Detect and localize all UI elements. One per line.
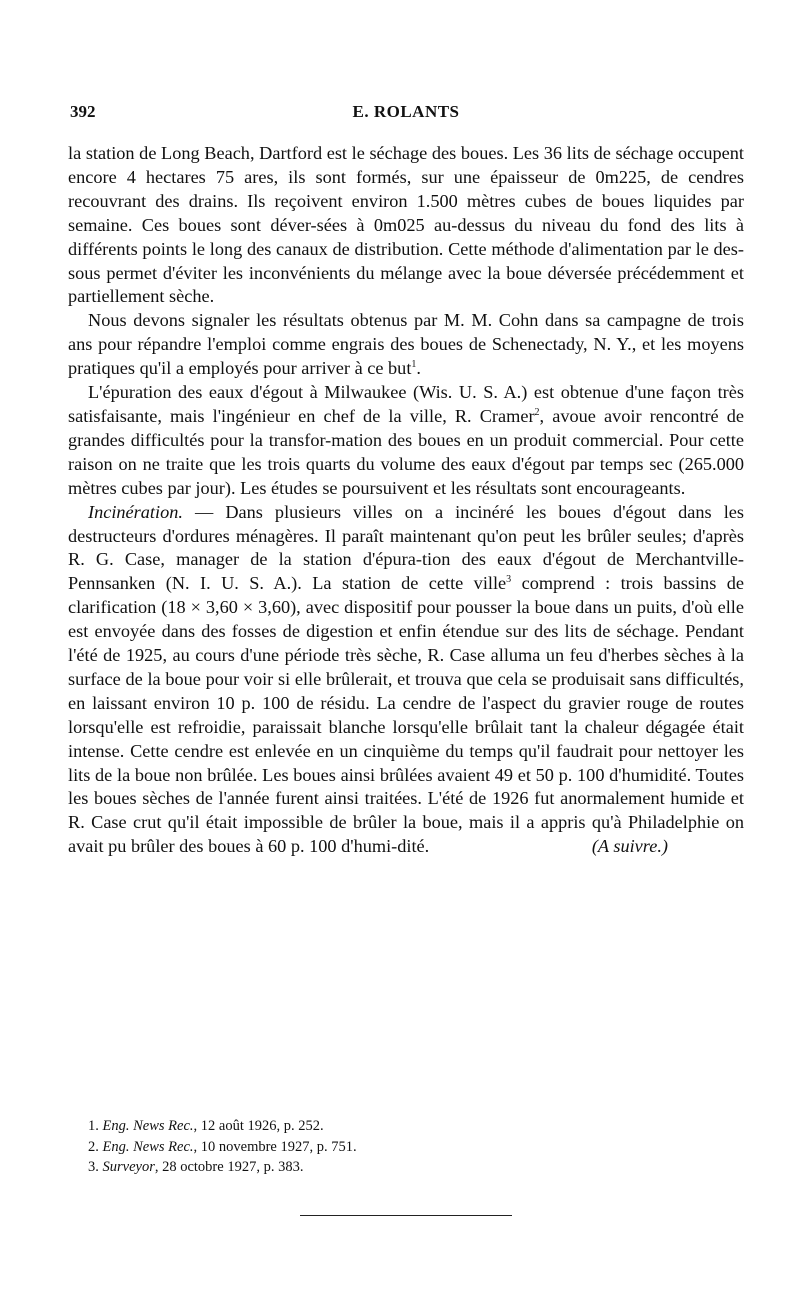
paragraph-text: L'épuration des eaux d'égout à Milwaukee (Wis. U. S. A.) est obtenue d'une façon très satisfaisante, mais l'ingénieur en chef de la ville, R. Cramer xyxy=(68,382,744,426)
page-end-rule xyxy=(300,1215,512,1216)
paragraph-text: comprend : trois bassins de clarification (18 × 3,60 × 3,60), avec dispositif pour pousser la boue dans un puits, d'où elle est envoyée dans des fosses de digestion et enfin étendue sur des lits de séchage. Pendant l'été de 1925, au cours d'une période très sèche, R. Case alluma un feu d'herbes sèches à la surface de la boue pour voir si elle brûlerait, et trouva que cela se produisait sans difficultés, en laissant environ 10 p. 100 de résidu. La cendre de l'aspect du gravier rouge de routes lorsqu'elle est refroidie, paraissait blanche lorsqu'elle brûlait tant la chaleur dégagée était intense. Cette cendre est enlevée en un cinquième du temps qu'il faudrait pour nettoyer les lits de la boue non brûlée. Les boues ainsi brûlées avaient 49 et 50 p. 100 d'humidité. Toutes les boues sèches de l'année furent ainsi traitées. L'été de 1926 fut anormalement humide et R. Case crut qu'il était impossible de brûler la boue, mais il a appris qu'à Philadelphie on avait pu brûler des boues à 60 p. 100 d'humi-dité. xyxy=(68,573,744,857)
footnote xyxy=(88,1137,708,1158)
body-text xyxy=(68,142,744,859)
page-header xyxy=(70,102,742,126)
paragraph-text: Nous devons signaler les résultats obtenus par M. M. Cohn dans sa campagne de trois ans pour répandre l'emploi comme engrais des boues de Schenectady, N. Y., et les moyens pratiques qu'il a employés pour arriver à ce but xyxy=(68,310,744,379)
footnote-detail: , 12 août 1926, p. 252. xyxy=(193,1118,324,1134)
footnote-number: 3. xyxy=(88,1159,99,1175)
footnote-ref: 1 xyxy=(411,359,417,371)
continued-note: (A suivre.) xyxy=(591,836,668,857)
paragraph-text: la station de Long Beach, Dartford est le séchage des boues. Les 36 lits de séchage occupent encore 4 hectares 75 ares, ils sont formés, sur une épaisseur de 0m225, de cendres recouvrant des drains. Ils reçoivent environ 1.500 mètres cubes de boues liquides par semaine. Ces boues sont déver-sées à 0m025 au-dessus du niveau du fond des lits à différents points le long des canaux de distribution. Cette méthode d'alimentation par le des-sous permet d'éviter les inconvénients du mélange avec la boue déversée précédemment et partiellement sèche. xyxy=(68,143,744,307)
footnote-number: 2. xyxy=(88,1138,99,1155)
footnote-detail: , 10 novembre 1927, p. 751. xyxy=(193,1138,357,1155)
footnote xyxy=(88,1157,708,1178)
footnote-journal: Surveyor xyxy=(102,1159,155,1175)
footnote-ref: 2 xyxy=(534,406,540,418)
paragraph-text: . xyxy=(416,358,421,379)
footnote-detail: , 28 octobre 1927, p. 383. xyxy=(154,1159,304,1175)
paragraph-text: — Dans plusieurs villes on a incinéré les boues d'égout dans les destructeurs d'ordures ménagères. Il paraît maintenant qu'on peut les brûler seules; d'après R. G. Case, manager de la station d'épura-tion des eaux d'égout de Merchantville-Pennsanken (N. I. U. S. A.). La station de cette ville xyxy=(68,501,744,594)
page-number: 392 xyxy=(70,102,96,121)
footnote-journal: Eng. News Rec. xyxy=(102,1118,194,1134)
paragraph-incineration xyxy=(68,501,744,860)
paragraph-long-beach xyxy=(68,142,744,309)
footnote xyxy=(88,1116,708,1137)
running-head: E. ROLANTS xyxy=(352,102,460,121)
footnote-journal: Eng. News Rec. xyxy=(102,1138,194,1155)
paragraph-text: , avoue avoir rencontré de grandes difficultés pour la transfor-mation des boues en un produit commercial. Pour cette raison on ne traite que les trois quarts du volume des eaux d'égout par temps sec (265.000 mètres cubes par jour). Les études se poursuivent et les résultats sont encourageants. xyxy=(68,405,744,498)
section-heading: Incinération. xyxy=(88,501,183,522)
footnote-number: 1. xyxy=(88,1118,99,1134)
paragraph-milwaukee xyxy=(68,381,744,501)
footnotes xyxy=(88,1116,708,1178)
paragraph-schenectady xyxy=(68,309,744,381)
footnote-ref: 3 xyxy=(506,574,512,586)
